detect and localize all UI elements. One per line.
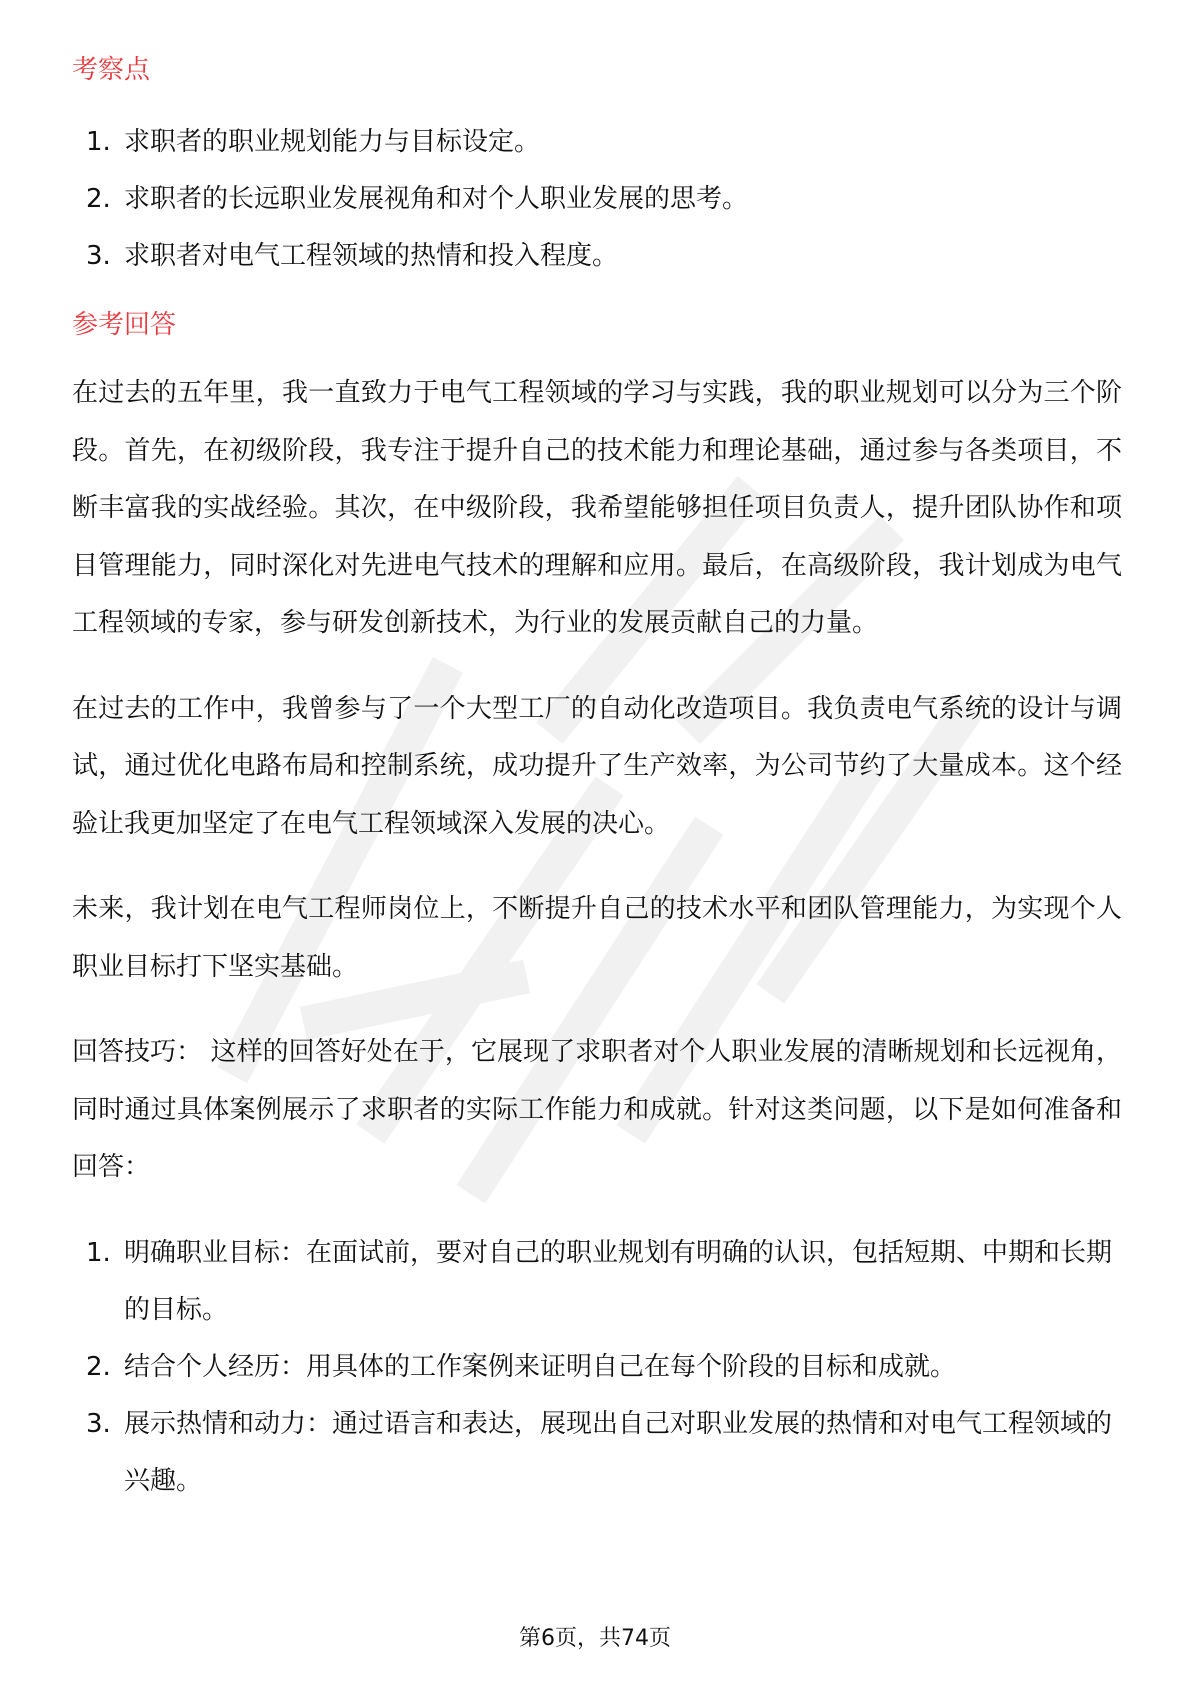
tips-intro-paragraph: 回答技巧： 这样的回答好处在于，它展现了求职者对个人职业发展的清晰规划和长远视角，同时通过具体案例展示了求职者的实际工作能力和成就。针对这类问题，以下是如何准备和回答： [72, 1037, 1122, 1182]
list-number: 2. [86, 1351, 111, 1382]
answer-heading: 参考回答 [72, 310, 177, 340]
list-item [72, 1225, 1122, 1339]
answer-paragraph: 未来，我计划在电气工程师岗位上，不断提升自己的技术水平和团队管理能力，为实现个人职业目标打下坚实基础。 [72, 894, 1122, 982]
points-heading: 考察点 [72, 55, 151, 85]
list-text: 结合个人经历：用具体的工作案例来证明自己在每个阶段的目标和成就。 [124, 1351, 957, 1382]
list-text: 求职者的职业规划能力与目标设定。 [124, 127, 541, 157]
list-item [72, 1339, 1122, 1396]
page-content [72, 48, 1122, 1510]
list-item [72, 114, 1122, 171]
tips-list [72, 1225, 1122, 1510]
list-number: 1. [86, 127, 111, 157]
list-item [72, 1396, 1122, 1510]
answer-paragraph: 在过去的工作中，我曾参与了一个大型工厂的自动化改造项目。我负责电气系统的设计与调试，通过优化电路布局和控制系统，成功提升了生产效率，为公司节约了大量成本。这个经验让我更加坚定了在电气工程领域深入发展的决心。 [72, 693, 1122, 839]
list-number: 2. [86, 184, 111, 214]
list-text: 明确职业目标：在面试前，要对自己的职业规划有明确的认识，包括短期、中期和长期的目标。 [124, 1237, 1113, 1325]
list-number: 3. [86, 1408, 111, 1439]
list-number: 3. [86, 241, 111, 271]
list-item [72, 171, 1122, 228]
list-text: 展示热情和动力：通过语言和表达，展现出自己对职业发展的热情和对电气工程领域的兴趣。 [124, 1408, 1113, 1496]
list-text: 求职者的长远职业发展视角和对个人职业发展的思考。 [124, 184, 749, 214]
points-list [72, 114, 1122, 285]
list-number: 1. [86, 1237, 111, 1268]
answer-paragraph: 在过去的五年里，我一直致力于电气工程领域的学习与实践，我的职业规划可以分为三个阶段。首先，在初级阶段，我专注于提升自己的技术能力和理论基础，通过参与各类项目，不断丰富我的实战经验。其次，在中级阶段，我希望能够担任项目负责人，提升团队协作和项目管理能力，同时深化对先进电气技术的理解和应用。最后，在高级阶段，我计划成为电气工程领域的专家，参与研发创新技术，为行业的发展贡献自己的力量。 [72, 378, 1122, 638]
list-item [72, 228, 1122, 285]
list-text: 求职者对电气工程领域的热情和投入程度。 [124, 241, 619, 271]
page-number-footer: 第6页，共74页 [519, 1626, 671, 1651]
